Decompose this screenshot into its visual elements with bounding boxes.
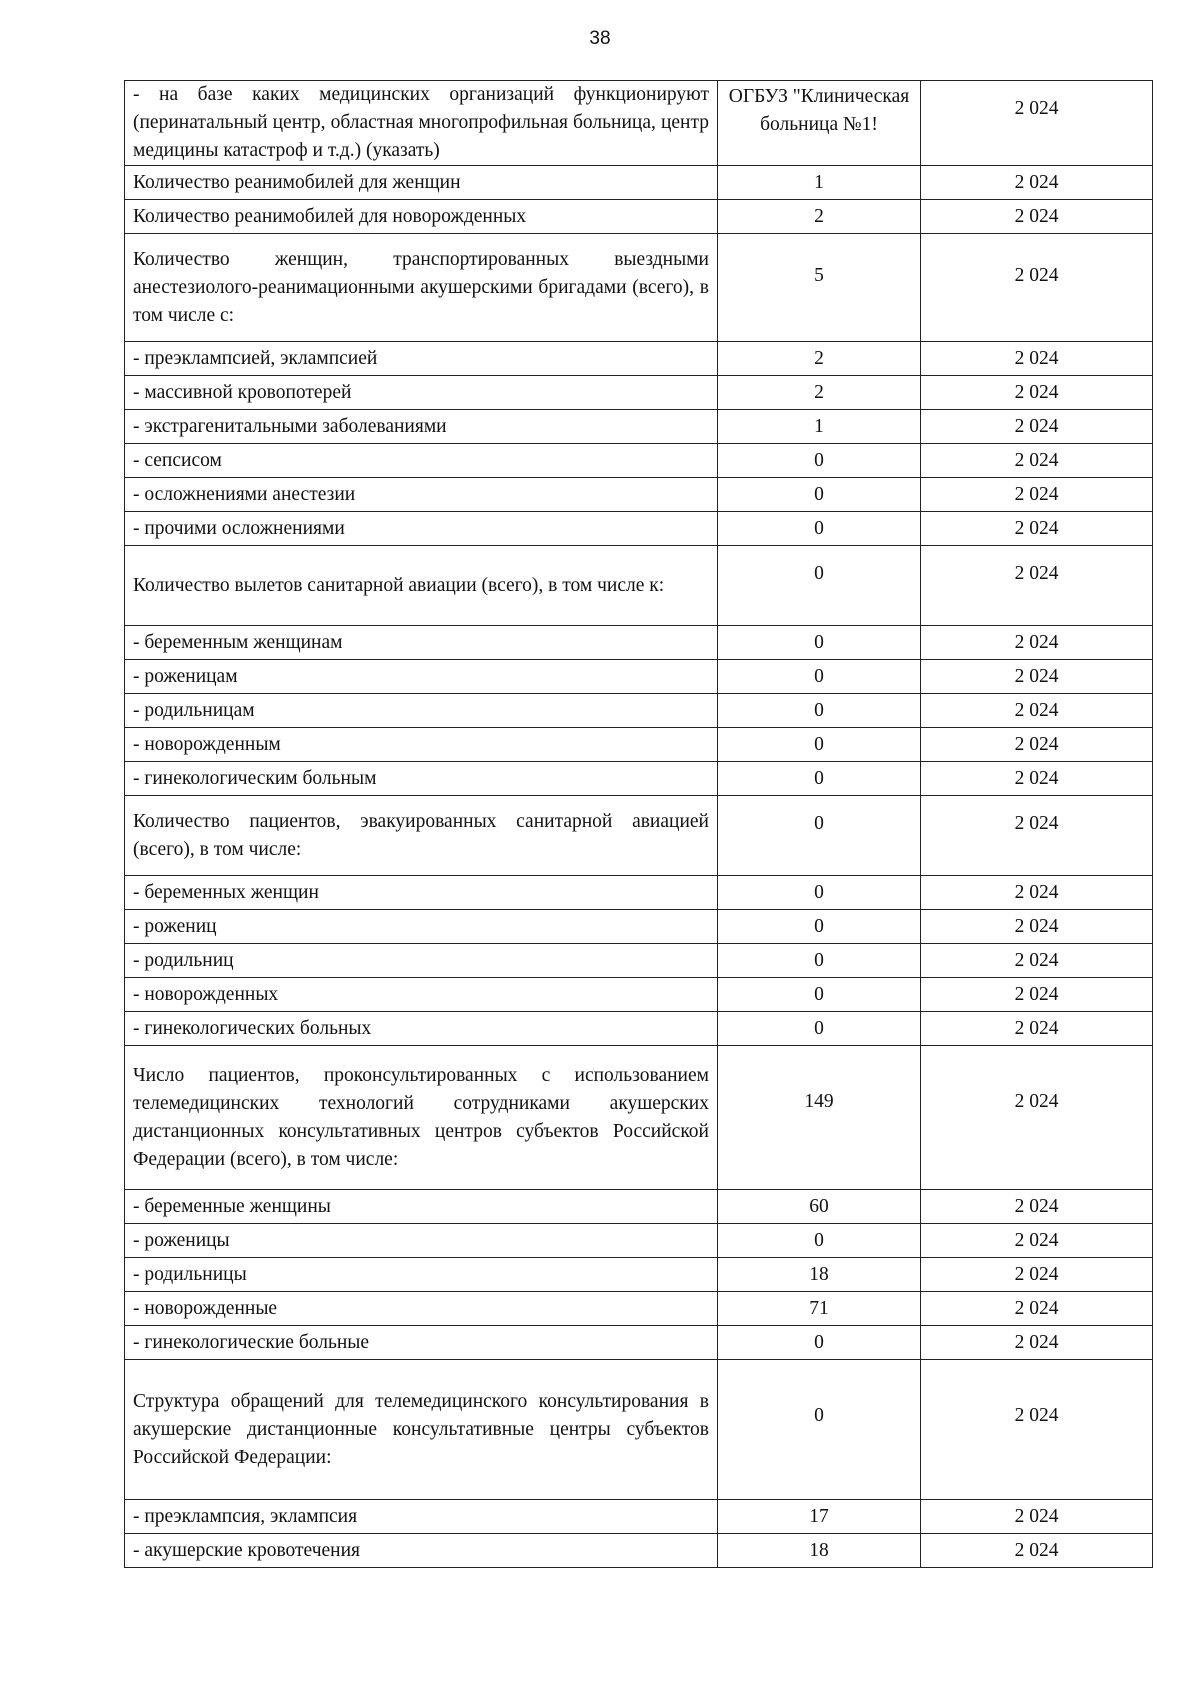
row-value: 0 bbox=[718, 876, 921, 910]
row-label: - роженицы bbox=[125, 1224, 718, 1258]
row-value: 0 bbox=[718, 944, 921, 978]
row-label: - сепсисом bbox=[125, 444, 718, 478]
row-year: 2 024 bbox=[921, 1500, 1153, 1534]
table-row bbox=[125, 444, 1153, 478]
row-value: 0 bbox=[718, 978, 921, 1012]
table-row bbox=[125, 1360, 1153, 1500]
row-label: - рожениц bbox=[125, 910, 718, 944]
table-row bbox=[125, 694, 1153, 728]
row-year: 2 024 bbox=[921, 660, 1153, 694]
table-row bbox=[125, 410, 1153, 444]
row-label: Количество реанимобилей для женщин bbox=[125, 166, 718, 200]
row-label: Число пациентов, проконсультированных с использованием телемедицинских технологий сотрудниками акушерских дистанционных консультативных центров субъектов Российской Федерации (всего), в том числе: bbox=[125, 1046, 718, 1190]
row-year: 2 024 bbox=[921, 1224, 1153, 1258]
row-label: Количество пациентов, эвакуированных санитарной авиацией (всего), в том числе: bbox=[125, 796, 718, 876]
row-label: Количество вылетов санитарной авиации (всего), в том числе к: bbox=[125, 546, 718, 626]
table-row bbox=[125, 478, 1153, 512]
page-number: 38 bbox=[589, 28, 611, 49]
row-label: - беременные женщины bbox=[125, 1190, 718, 1224]
row-year: 2 024 bbox=[921, 342, 1153, 376]
row-value: 1 bbox=[718, 166, 921, 200]
row-year: 2 024 bbox=[921, 376, 1153, 410]
table-row bbox=[125, 1500, 1153, 1534]
table-row bbox=[125, 234, 1153, 342]
table-row bbox=[125, 81, 1153, 166]
table-row bbox=[125, 166, 1153, 200]
row-label: - гинекологические больные bbox=[125, 1326, 718, 1360]
row-value: 0 bbox=[718, 546, 921, 626]
row-label: - на базе каких медицинских организаций функционируют (перинатальный центр, областная многопрофильная больница, центр медицины катастроф и т.д.) (указать) bbox=[125, 81, 718, 166]
row-label: - новорожденных bbox=[125, 978, 718, 1012]
row-year: 2 024 bbox=[921, 944, 1153, 978]
table-row bbox=[125, 1326, 1153, 1360]
row-year: 2 024 bbox=[921, 166, 1153, 200]
table-row bbox=[125, 1046, 1153, 1190]
row-year: 2 024 bbox=[921, 910, 1153, 944]
table-row bbox=[125, 762, 1153, 796]
row-label: - новорожденные bbox=[125, 1292, 718, 1326]
row-label: - массивной кровопотерей bbox=[125, 376, 718, 410]
row-label: - гинекологических больных bbox=[125, 1012, 718, 1046]
row-label: - родильниц bbox=[125, 944, 718, 978]
table-row bbox=[125, 1224, 1153, 1258]
row-value: 0 bbox=[718, 796, 921, 876]
row-value: 0 bbox=[718, 478, 921, 512]
row-label: - прочими осложнениями bbox=[125, 512, 718, 546]
row-label: - преэклампсия, эклампсия bbox=[125, 1500, 718, 1534]
row-label: - осложнениями анестезии bbox=[125, 478, 718, 512]
row-label: Структура обращений для телемедицинского консультирования в акушерские дистанционные консультативные центры субъектов Российской Федерации: bbox=[125, 1360, 718, 1500]
table-row bbox=[125, 978, 1153, 1012]
row-value: 0 bbox=[718, 444, 921, 478]
row-value: 5 bbox=[718, 234, 921, 342]
row-year: 2 024 bbox=[921, 1190, 1153, 1224]
row-label: Количество женщин, транспортированных выездными анестезиолого-реанимационными акушерскими бригадами (всего), в том числе с: bbox=[125, 234, 718, 342]
row-value: 2 bbox=[718, 376, 921, 410]
row-year: 2 024 bbox=[921, 1012, 1153, 1046]
row-year: 2 024 bbox=[921, 512, 1153, 546]
row-year: 2 024 bbox=[921, 234, 1153, 342]
table-row bbox=[125, 342, 1153, 376]
row-label: - гинекологическим больным bbox=[125, 762, 718, 796]
data-table bbox=[124, 80, 1153, 1568]
table-row bbox=[125, 660, 1153, 694]
table-row bbox=[125, 1258, 1153, 1292]
row-label: - родильницам bbox=[125, 694, 718, 728]
row-value: 2 bbox=[718, 200, 921, 234]
table-row bbox=[125, 910, 1153, 944]
row-value: 0 bbox=[718, 1224, 921, 1258]
row-value: 0 bbox=[718, 512, 921, 546]
row-value: 0 bbox=[718, 1326, 921, 1360]
row-year: 2 024 bbox=[921, 1046, 1153, 1190]
row-year: 2 024 bbox=[921, 1258, 1153, 1292]
row-value: 18 bbox=[718, 1534, 921, 1568]
row-year: 2 024 bbox=[921, 546, 1153, 626]
row-value: 0 bbox=[718, 660, 921, 694]
row-year: 2 024 bbox=[921, 200, 1153, 234]
table-row bbox=[125, 1534, 1153, 1568]
row-label: - акушерские кровотечения bbox=[125, 1534, 718, 1568]
row-label: - преэклампсией, эклампсией bbox=[125, 342, 718, 376]
row-value: 0 bbox=[718, 762, 921, 796]
row-value: 0 bbox=[718, 626, 921, 660]
row-label: - роженицам bbox=[125, 660, 718, 694]
row-year: 2 024 bbox=[921, 626, 1153, 660]
row-value: ОГБУЗ "Клиническая больница №1! bbox=[718, 81, 921, 166]
row-value: 17 bbox=[718, 1500, 921, 1534]
row-year: 2 024 bbox=[921, 728, 1153, 762]
row-value: 60 bbox=[718, 1190, 921, 1224]
table-row bbox=[125, 626, 1153, 660]
row-value: 0 bbox=[718, 1012, 921, 1046]
row-year: 2 024 bbox=[921, 876, 1153, 910]
row-value: 18 bbox=[718, 1258, 921, 1292]
row-year: 2 024 bbox=[921, 694, 1153, 728]
row-year: 2 024 bbox=[921, 410, 1153, 444]
row-year: 2 024 bbox=[921, 478, 1153, 512]
row-value: 2 bbox=[718, 342, 921, 376]
table-row bbox=[125, 796, 1153, 876]
row-label: - экстрагенитальными заболеваниями bbox=[125, 410, 718, 444]
row-label: - родильницы bbox=[125, 1258, 718, 1292]
table-row bbox=[125, 876, 1153, 910]
table-row bbox=[125, 200, 1153, 234]
row-label: Количество реанимобилей для новорожденных bbox=[125, 200, 718, 234]
row-year: 2 024 bbox=[921, 978, 1153, 1012]
row-year: 2 024 bbox=[921, 762, 1153, 796]
row-value: 0 bbox=[718, 910, 921, 944]
row-year: 2 024 bbox=[921, 1326, 1153, 1360]
row-value: 0 bbox=[718, 1360, 921, 1500]
row-value: 149 bbox=[718, 1046, 921, 1190]
row-year: 2 024 bbox=[921, 444, 1153, 478]
row-year: 2 024 bbox=[921, 1292, 1153, 1326]
table-row bbox=[125, 1190, 1153, 1224]
table-row bbox=[125, 546, 1153, 626]
row-value: 71 bbox=[718, 1292, 921, 1326]
table-row bbox=[125, 512, 1153, 546]
row-value: 1 bbox=[718, 410, 921, 444]
row-year: 2 024 bbox=[921, 1360, 1153, 1500]
table-row bbox=[125, 1292, 1153, 1326]
row-year: 2 024 bbox=[921, 1534, 1153, 1568]
row-value: 0 bbox=[718, 728, 921, 762]
row-label: - новорожденным bbox=[125, 728, 718, 762]
row-value: 0 bbox=[718, 694, 921, 728]
table-row bbox=[125, 944, 1153, 978]
row-year: 2 024 bbox=[921, 796, 1153, 876]
row-label: - беременных женщин bbox=[125, 876, 718, 910]
table-row bbox=[125, 376, 1153, 410]
row-label: - беременным женщинам bbox=[125, 626, 718, 660]
table-row bbox=[125, 728, 1153, 762]
table-row bbox=[125, 1012, 1153, 1046]
row-year: 2 024 bbox=[921, 81, 1153, 166]
